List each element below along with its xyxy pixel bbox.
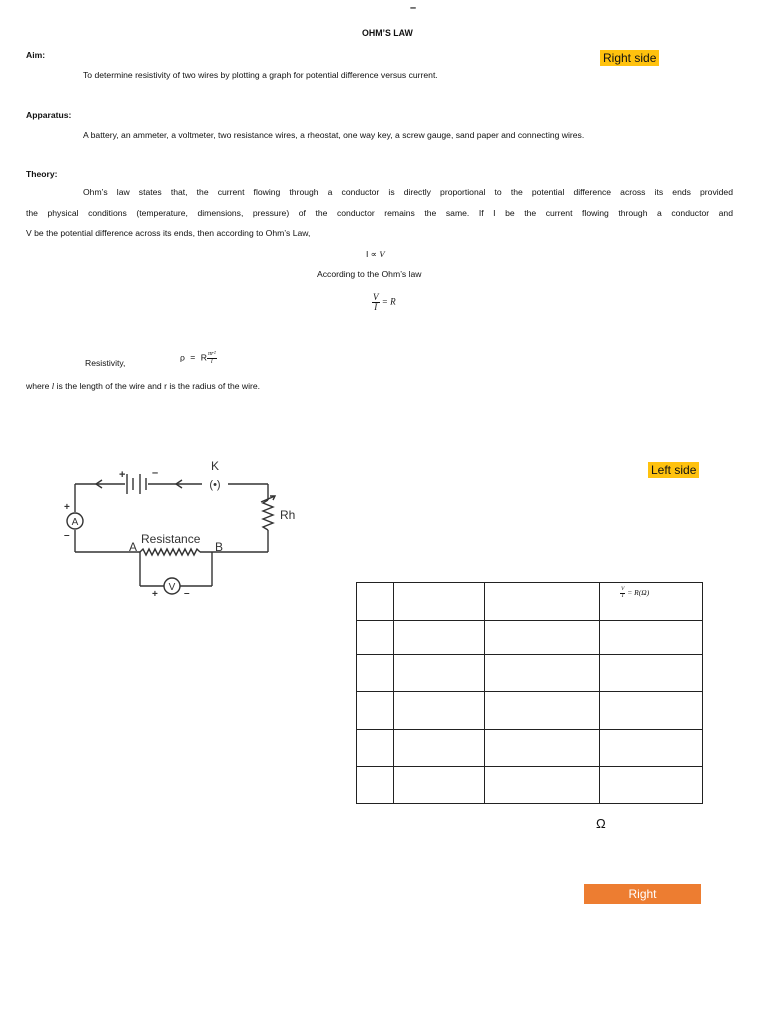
table-cell — [485, 692, 600, 730]
table-header-fraction — [620, 587, 625, 599]
proportional-v: V — [379, 249, 385, 259]
table-row — [357, 655, 703, 692]
resistivity-fraction — [207, 351, 217, 365]
resistivity-eq: = — [190, 352, 196, 363]
table-header-ratio — [600, 583, 703, 621]
table-cell — [600, 767, 703, 804]
ohm-formula — [372, 293, 396, 312]
table-body — [357, 621, 703, 804]
point-a-label: A — [129, 540, 138, 554]
table-cell — [394, 655, 485, 692]
table-cell — [394, 730, 485, 767]
table-cell — [357, 655, 394, 692]
table-cell — [357, 730, 394, 767]
ohm-formula-denominator: I — [374, 302, 378, 312]
table-cell — [357, 583, 394, 621]
table-header-rhs: = R(Ω) — [627, 588, 650, 597]
apparatus-heading: Apparatus: — [26, 110, 72, 120]
theory-line-2: the physical conditions (temperature, dimensions, pressure) of the conductor remains the same. If I be the current flowing through a conductor and — [26, 208, 733, 218]
table-cell — [394, 621, 485, 655]
where-word: where — [26, 381, 50, 391]
voltmeter-plus: + — [152, 589, 158, 600]
table-header-numerator: V — [621, 586, 625, 593]
ammeter-label: A — [71, 517, 79, 528]
resistance-label: Resistance — [141, 532, 201, 546]
aim-heading: Aim: — [26, 50, 46, 60]
resistivity-label: Resistivity, — [85, 358, 126, 368]
observation-table — [356, 582, 703, 804]
apparatus-text: A battery, an ammeter, a voltmeter, two resistance wires, a rheostat, one way key, a screw gauge, sand paper and connecting wires. — [83, 130, 585, 140]
table-cell — [485, 583, 600, 621]
page-title: OHM’S LAW — [362, 28, 413, 38]
right-side-tag: Right side — [600, 50, 659, 66]
theory-line-1: Ohm’s law states that, the current flowing through a conductor is directly proportional to the potential difference across its ends provided — [83, 187, 733, 197]
resistivity-r: R — [200, 352, 207, 363]
top-dash: – — [410, 2, 417, 14]
resistivity-denominator: l — [210, 357, 213, 365]
where-rest: is the length of the wire and r is the radius of the wire. — [56, 381, 261, 391]
where-l: l — [51, 381, 55, 391]
voltmeter-label: V — [168, 582, 176, 593]
table-cell — [485, 621, 600, 655]
table-header-formula — [620, 588, 649, 597]
table-row — [357, 730, 703, 767]
aim-text: To determine resistivity of two wires by plotting a graph for potential difference versus current. — [83, 70, 438, 80]
resistivity-rho: ρ — [180, 352, 185, 363]
ohm-formula-rhs: = R — [381, 296, 396, 307]
proportionality — [366, 249, 385, 260]
ammeter-plus: + — [64, 502, 70, 513]
according-text: According to the Ohm’s law — [317, 269, 422, 279]
table-row — [357, 767, 703, 804]
table-cell — [600, 655, 703, 692]
table-cell — [485, 767, 600, 804]
table-cell — [394, 767, 485, 804]
table-cell — [600, 621, 703, 655]
table-row — [357, 621, 703, 655]
battery-minus: – — [152, 467, 159, 479]
table-cell — [600, 730, 703, 767]
rheostat-label: Rh — [280, 508, 296, 522]
table-header-denominator: I — [621, 592, 624, 599]
voltmeter-minus: – — [184, 588, 190, 599]
ohm-formula-fraction — [372, 293, 380, 312]
table-cell — [357, 692, 394, 730]
key-label: K — [210, 459, 220, 473]
ohm-symbol: Ω — [596, 816, 606, 831]
battery-plus: + — [119, 469, 126, 481]
table-cell — [394, 583, 485, 621]
resistivity-numerator: πr² — [207, 350, 216, 357]
proportional-symbol: ∝ — [370, 249, 377, 259]
proportional-i: I — [366, 249, 369, 259]
circuit-diagram — [40, 450, 320, 610]
theory-heading: Theory: — [26, 169, 58, 179]
left-side-tag: Left side — [648, 462, 699, 478]
theory-line-3: V be the potential difference across its ends, then according to Ohm’s Law, — [26, 228, 311, 238]
ammeter-minus: – — [64, 530, 70, 541]
ohm-formula-numerator: V — [373, 292, 379, 302]
table-row — [357, 692, 703, 730]
table-cell — [600, 692, 703, 730]
table-cell — [357, 767, 394, 804]
right-tag: Right — [584, 884, 701, 904]
table-cell — [485, 655, 600, 692]
resistivity-formula — [180, 351, 217, 365]
table-header-row — [357, 583, 703, 621]
where-text — [26, 381, 260, 391]
table-cell — [394, 692, 485, 730]
table-cell — [357, 621, 394, 655]
table-cell — [485, 730, 600, 767]
key-symbol: (•) — [209, 479, 221, 491]
point-b-label: B — [215, 540, 224, 554]
